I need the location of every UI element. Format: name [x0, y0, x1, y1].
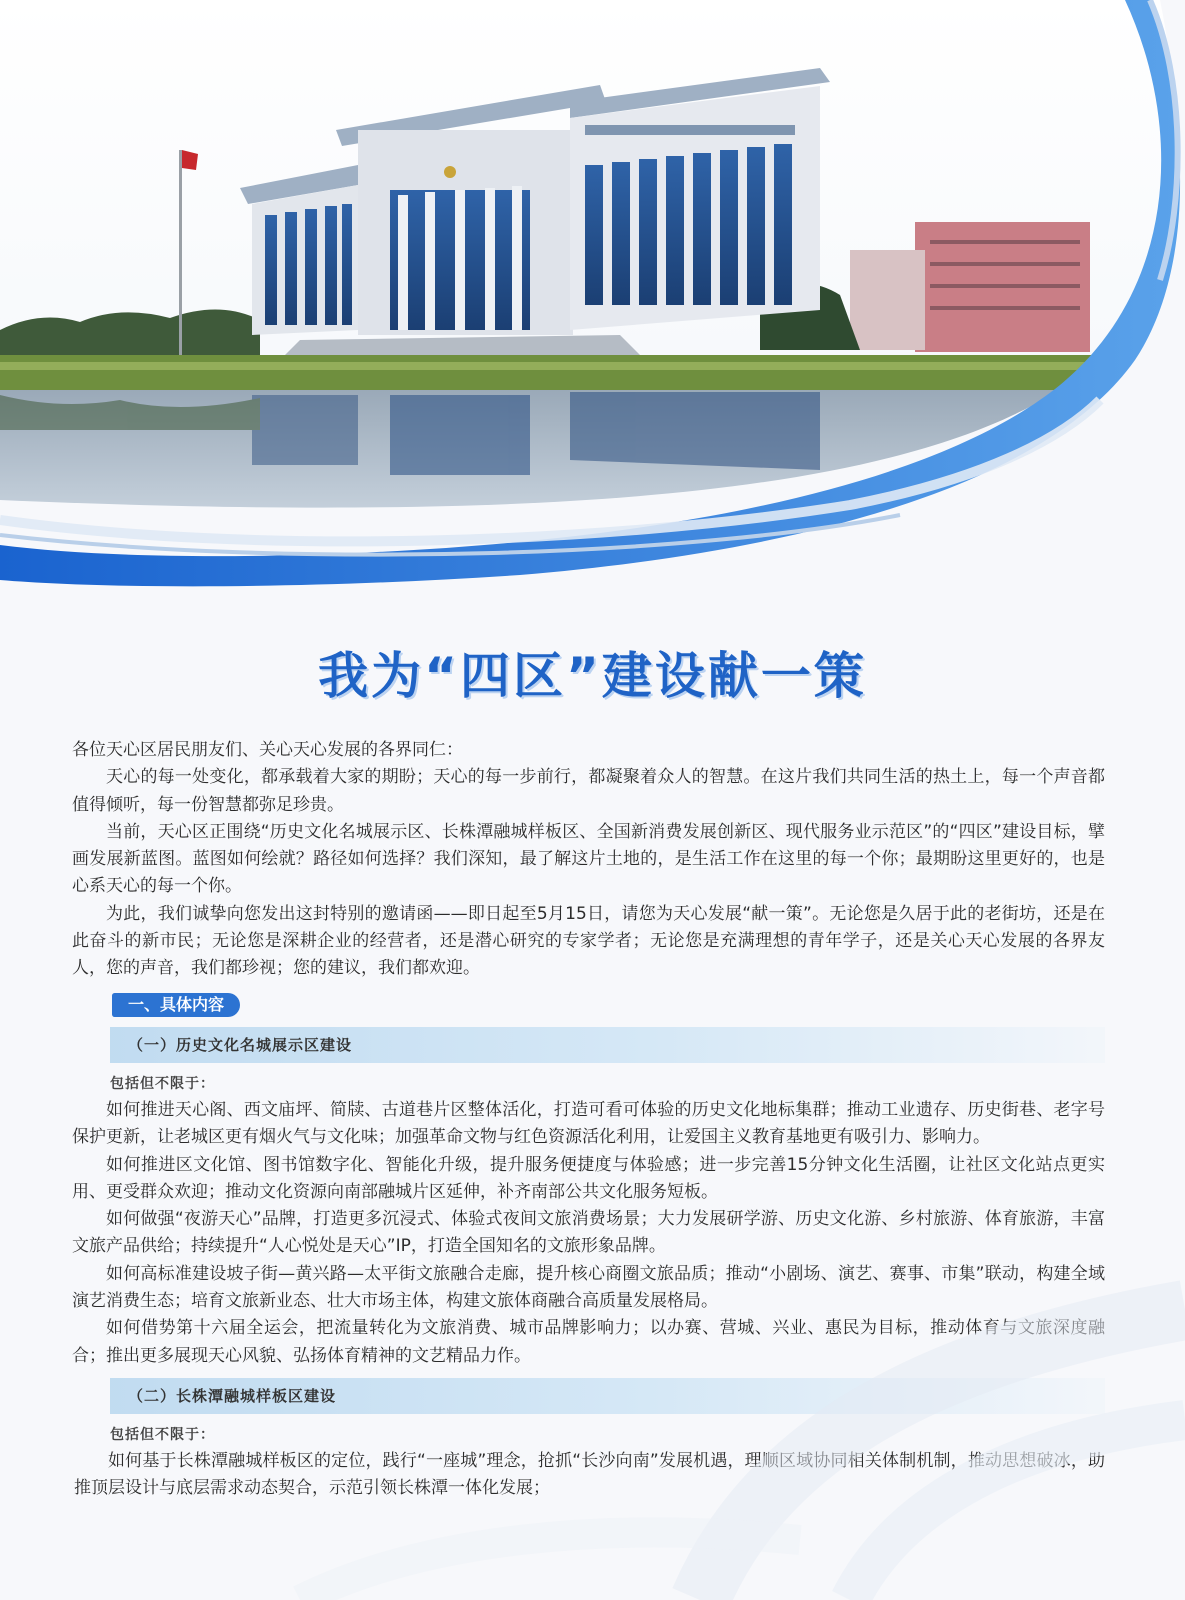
- subsection-heading: （一）历史文化名城展示区建设: [110, 1027, 1105, 1063]
- list-item: 如何借势第十六届全运会，把流量转化为文旅消费、城市品牌影响力；以办赛、营城、兴业、惠民为目标，推动体育与文旅深度融合；推出更多展现天心风貌、弘扬体育精神的文艺精品力作。: [72, 1318, 1105, 1366]
- page-title: 我为“四区”建设献一策: [318, 647, 867, 705]
- subsection-items: [72, 1448, 1105, 1503]
- list-item: 如何做强“夜游天心”品牌，打造更多沉浸式、体验式夜间文旅消费场景；大力发展研学游、历史文化游、乡村旅游、体育旅游，丰富文旅产品供给；持续提升“人心悦处是天心”IP，打造全国知名的文旅形象品牌。: [72, 1209, 1105, 1257]
- list-item: 如何基于长株潭融城样板区的定位，践行“一座城”理念，抢抓“长沙向南”发展机遇，理顺区域协同相关体制机制，推动思想破冰，助推顶层设计与底层需求动态契合，示范引领长株潭一体化发展；: [74, 1450, 1105, 1499]
- list-item: 如何高标准建设坡子街—黄兴路—太平街文旅融合走廊，提升核心商圈文旅品质；推动“小剧场、演艺、赛事、市集”联动，构建全域演艺消费生态；培育文旅新业态、壮大市场主体，构建文旅体商融合高质量发展格局。: [72, 1263, 1105, 1312]
- list-item: 如何推进区文化馆、图书馆数字化、智能化升级，提升服务便捷度与体验感；进一步完善15分钟文化生活圈，让社区文化站点更实用、更受群众欢迎；推动文化资源向南部融城片区延伸，补齐南部公共文化服务短板。: [72, 1154, 1105, 1202]
- subsection-heading: （二）长株潭融城样板区建设: [110, 1378, 1105, 1414]
- intro-paragraph: 为此，我们诚挚向您发出这封特别的邀请函——即日起至5月15日，请您为天心发展“献一策”。无论您是久居于此的老街坊，还是在此奋斗的新市民；无论您是深耕企业的经营者，还是潜心研究的专家学者；无论您是充满理想的青年学子，还是关心天心发展的各界友人，您的声音，我们都珍视；您的建议，我们都欢迎。: [72, 903, 1105, 979]
- letter-body: [72, 737, 1105, 1503]
- includes-label: 包括但不限于：: [110, 1075, 215, 1092]
- section-badge: 一、具体内容: [112, 993, 240, 1017]
- includes-label: 包括但不限于：: [110, 1426, 215, 1443]
- subsection-items: [72, 1097, 1105, 1370]
- hero-photo: [0, 0, 1185, 610]
- government-building-illustration: [0, 0, 1185, 610]
- list-item: 如何推进天心阁、西文庙坪、简牍、古道巷片区整体活化，打造可看可体验的历史文化地标集群；推动工业遗存、历史街巷、老字号保护更新，让老城区更有烟火气与文化味；加强革命文物与红色资源活化利用，让爱国主义教育基地更有吸引力、影响力。: [72, 1099, 1105, 1148]
- intro-paragraph: 当前，天心区正围绕“历史文化名城展示区、长株潭融城样板区、全国新消费发展创新区、现代服务业示范区”的“四区”建设目标，擘画发展新蓝图。蓝图如何绘就？路径如何选择？我们深知，最了解这片土地的，是生活工作在这里的每一个你；最期盼这里更好的，也是心系天心的每一个你。: [72, 821, 1105, 897]
- intro-paragraph: 天心的每一处变化，都承载着大家的期盼；天心的每一步前行，都凝聚着众人的智慧。在这片我们共同生活的热土上，每一个声音都值得倾听，每一份智慧都弥足珍贵。: [72, 767, 1105, 815]
- salutation: 各位天心区居民朋友们、关心天心发展的各界同仁：: [72, 740, 463, 760]
